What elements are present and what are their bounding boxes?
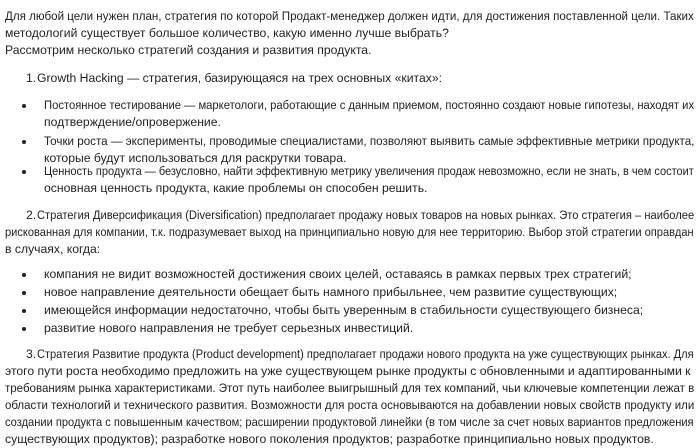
intro-line-3: Рассмотрим несколько стратегий создания и развития продукта.	[5, 43, 372, 57]
bullet-icon	[22, 309, 26, 313]
section-3-line-1: Стратегия Развитие продукта (Product development) предполагает продажи нового продукта на уже существующих рынках. Для	[37, 347, 694, 361]
section-2-line-1: Стратегия Диверсификация (Diversification) предполагает продажу новых товаров на новых рынках. Это стратегия – наиболее	[37, 208, 695, 222]
section-3-line-3: требованиям рынка характеристиками. Этот путь наиболее выигрышный для тех компаний, чьи ключевые компетенции лежат в	[5, 381, 695, 395]
list-item: имеющейся информации недостаточно, чтобы быть уверенным в стабильности существующего бизнеса;	[44, 303, 644, 317]
section-3-line-5: создании продукта с повышенным качеством; расширении продуктовой линейки (в том числе за счет новых вариантов предложения	[5, 415, 694, 429]
intro-line-2: методологий существует большое количество, какую именно лучше выбрать?	[5, 26, 449, 40]
bullet-icon	[22, 104, 26, 108]
list-item: развитие нового направления не требует серьезных инвестиций.	[44, 321, 414, 335]
bullet-icon	[22, 291, 26, 295]
intro-line-1: Для любой цели нужен план, стратегия по которой Продакт-менеджер должен идти, для достижения поставленной цели. Таких	[5, 9, 694, 23]
list-number-2: 2.	[26, 208, 37, 222]
list-item-continuation: которые будут использоваться для раскрутки товара.	[44, 151, 347, 165]
bullet-icon	[22, 327, 26, 331]
list-item-continuation: основная ценность продукта, какие проблемы он способен решить.	[44, 181, 428, 195]
bullet-icon	[22, 140, 26, 144]
list-item: новое направление деятельности обещает быть намного прибыльнее, чем развитие существующих;	[44, 285, 618, 299]
list-item-continuation: подтверждение/опровержение.	[44, 115, 221, 129]
list-number-1: 1.	[26, 71, 37, 85]
bullet-icon	[22, 170, 26, 174]
list-number-3: 3.	[26, 347, 37, 361]
list-item: Точки роста — эксперименты, проводимые специалистами, позволяют выявить самые эффективные метрики продукта,	[44, 134, 695, 148]
section-3-line-2: этого пути роста необходимо предложить на уже существующем рынке продукты с обновленными и адаптированными к	[5, 364, 691, 378]
section-2-line-3: в случаях, когда:	[5, 242, 101, 256]
bullet-icon	[22, 273, 26, 277]
list-item: компания не видит возможностей достижения своих целей, оставаясь в рамках первых трех стратегий;	[44, 267, 632, 281]
section-1-heading: Growth Hacking — стратегия, базирующаяся на трех основных «китах»:	[37, 71, 443, 85]
list-item: Постоянное тестирование — маркетологи, работающие с данным приемом, постоянно создают новые гипотезы, находят их	[44, 98, 695, 112]
section-3-line-4: области технологий и технического развития. Возможности для роста основываются на добавлении новых свойств продукту или	[5, 398, 695, 412]
section-3-line-6: существующих продуктов); разработке нового поколения продуктов; разработке принципиально новых продуктов.	[5, 432, 654, 446]
section-2-line-2: рискованная для компании, т.к. подразумевает выход на принципиально новую для нее территорию. Выбор этой стратегии оправдан	[5, 225, 694, 239]
list-item: Ценность продукта — безусловно, найти эффективную метрику увеличения продаж невозможно, если не знать, в чем состоит	[44, 164, 694, 178]
